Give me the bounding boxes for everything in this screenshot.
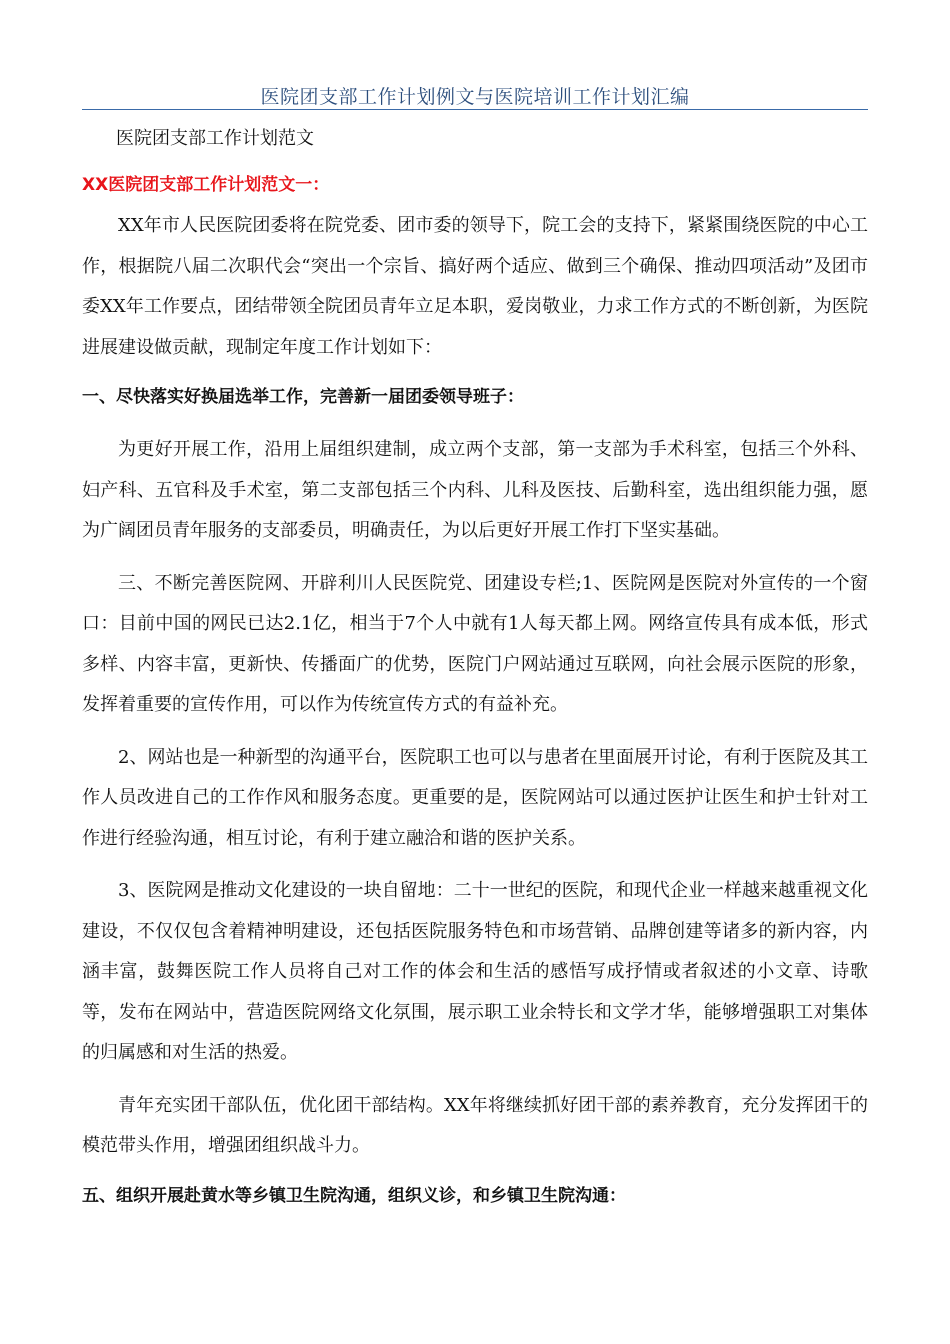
document-body: [82, 124, 868, 1229]
header-divider: [82, 109, 868, 110]
section-1-paragraph: 为更好开展工作，沿用上届组织建制，成立两个支部，第一支部为手术科室，包括三个外科、妇产科、五官科及手术室，第二支部包括三个内科、儿科及医技、后勤科室，选出组织能力强，愿为广阔团员青年服务的支部委员，明确责任，为以后更好开展工作打下坚实基础。: [82, 439, 868, 541]
cadre-team-paragraph: 青年充实团干部队伍，优化团干部结构。XX年将继续抓好团干部的素养教育，充分发挥团干的模范带头作用，增强团组织战斗力。: [82, 1094, 868, 1156]
intro-paragraph: XX年市人民医院团委将在院党委、团市委的领导下，院工会的支持下，紧紧围绕医院的中心工作，根据院八届二次职代会“突出一个宗旨、搞好两个适应、做到三个确保、推动四项活动”及团市委XX年工作要点，团结带领全院团员青年立足本职，爱岗敬业，力求工作方式的不断创新，为医院进展建设做贡献，现制定年度工作计划如下：: [82, 215, 868, 358]
culture-building-paragraph: 3、医院网是推动文化建设的一块自留地：二十一世纪的医院，和现代企业一样越来越重视文化建设，不仅仅包含着精神明建设，还包括医院服务特色和市场营销、品牌创建等诸多的新内容，内涵丰富，鼓舞医院工作人员将自己对工作的体会和生活的感悟写成抒情或者叙述的小文章、诗歌等，发布在网站中，营造医院网络文化氛围，展示职工业余特长和文学才华，能够增强职工对集体的归属感和对生活的热爱。: [82, 880, 868, 1063]
section-heading-5: 五、组织开展赴黄水等乡镇卫生院沟通，组织义诊，和乡镇卫生院沟通：: [82, 1185, 626, 1206]
example-heading: XX医院团支部工作计划范文一：: [82, 175, 330, 195]
document-subtitle: 医院团支部工作计划范文: [116, 128, 314, 149]
section-3-paragraph: 三、不断完善医院网、开辟利川人民医院党、团建设专栏;1、医院网是医院对外宣传的一个窗口：目前中国的网民已达2.1亿，相当于7个人中就有1人每天都上网。网络宣传具有成本低，形式多样、内容丰富，更新快、传播面广的优势，医院门户网站通过互联网，向社会展示医院的形象，发挥着重要的宣传作用，可以作为传统宣传方式的有益补充。: [82, 572, 868, 715]
section-heading-1: 一、尽快落实好换届选举工作，完善新一届团委领导班子：: [82, 387, 524, 407]
website-communication-paragraph: 2、网站也是一种新型的沟通平台，医院职工也可以与患者在里面展开讨论，有利于医院及其工作人员改进自己的工作作风和服务态度。更重要的是，医院网站可以通过医护让医生和护士针对工作进行经验沟通，相互讨论，有利于建立融洽和谐的医护关系。: [82, 746, 868, 849]
page-header-title: 医院团支部工作计划例文与医院培训工作计划汇编: [260, 86, 690, 108]
